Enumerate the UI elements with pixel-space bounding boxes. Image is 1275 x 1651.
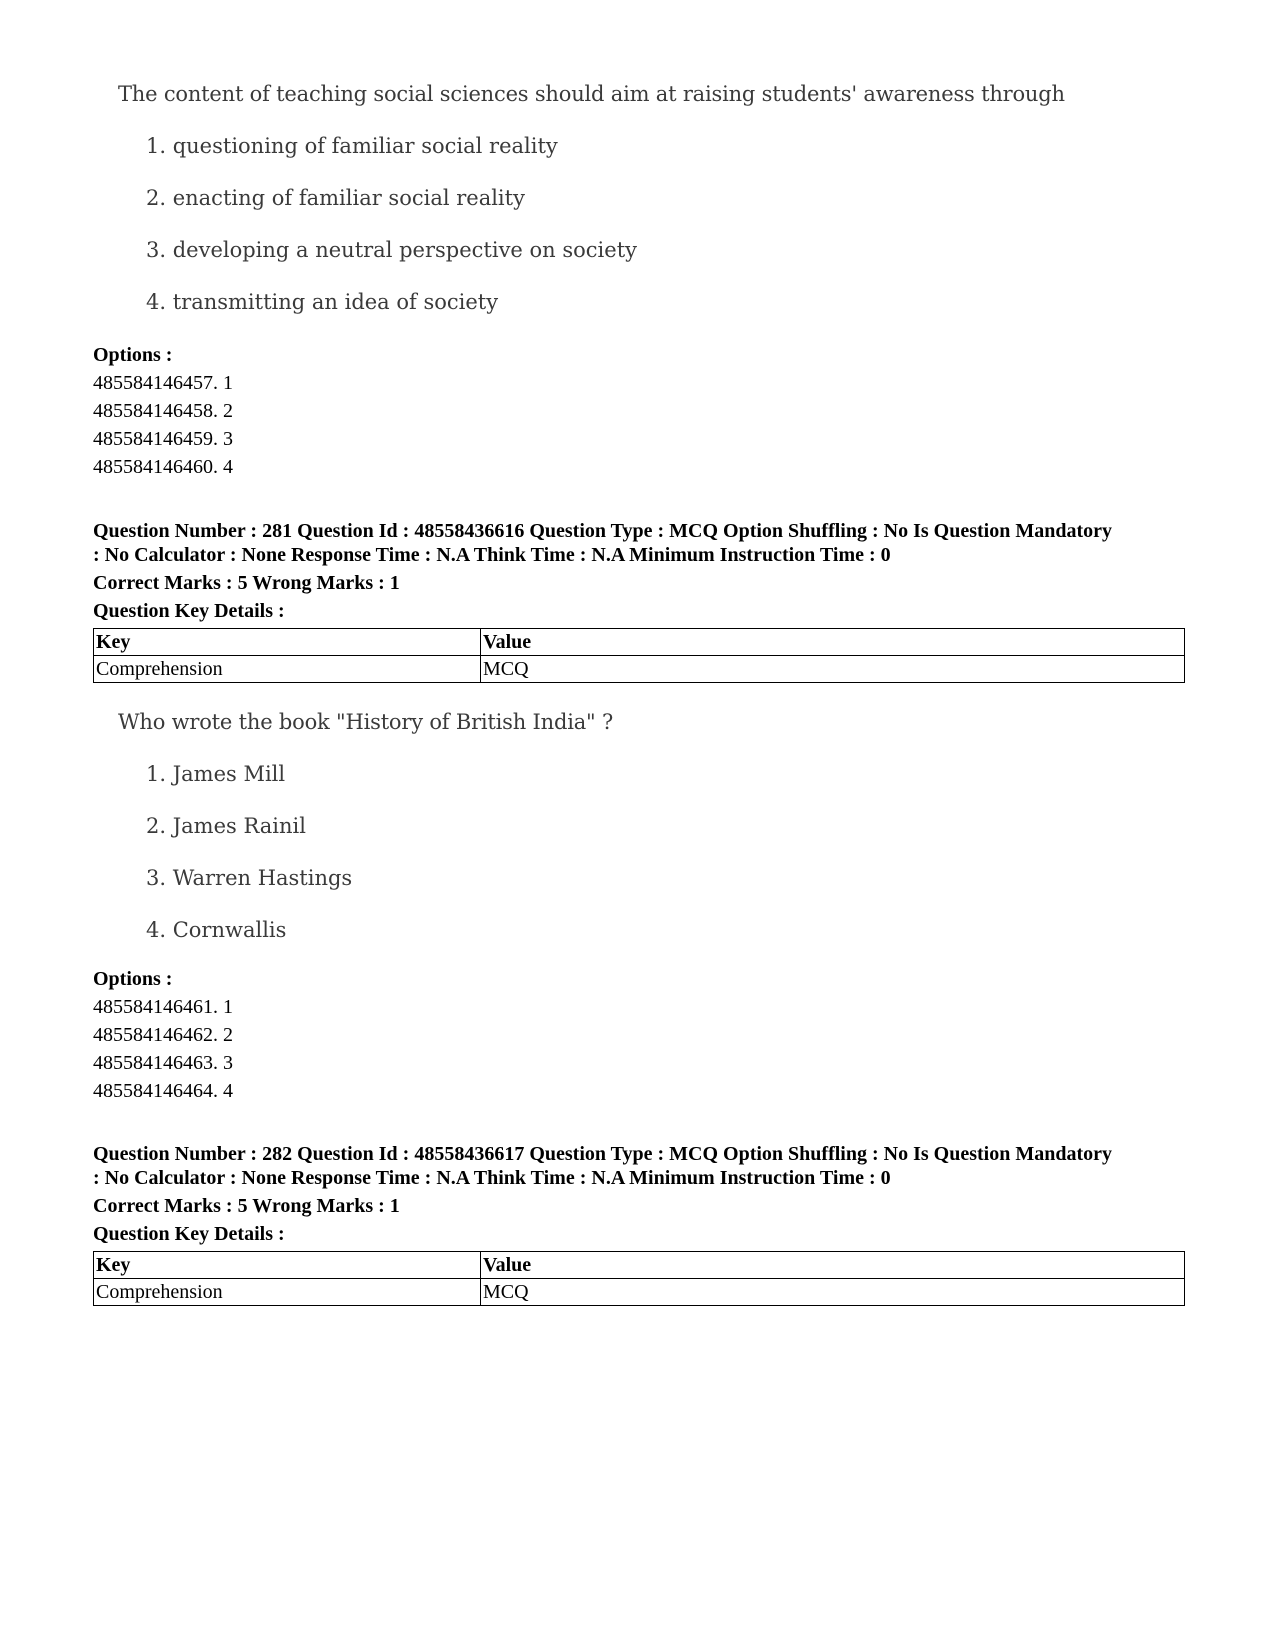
table-header-key: Key <box>94 629 481 656</box>
key-details-label: Question Key Details : <box>93 600 285 622</box>
question-header: : No Calculator : None Response Time : N.A Think Time : N.A Minimum Instruction Time : 0 <box>93 544 891 566</box>
table-header-value: Value <box>481 629 1185 656</box>
option-item: 485584146462. 2 <box>93 1024 233 1046</box>
option-item: 485584146463. 3 <box>93 1052 233 1074</box>
table-cell-key: Comprehension <box>94 656 481 683</box>
key-details-table <box>93 628 1185 683</box>
question-header: Question Number : 282 Question Id : 48558436617 Question Type : MCQ Option Shuffling : No Is Question Mandatory <box>93 1143 1112 1165</box>
option-item: 485584146461. 1 <box>93 996 233 1018</box>
question-choice: 2. enacting of familiar social reality <box>146 186 525 210</box>
key-details-label: Question Key Details : <box>93 1223 285 1245</box>
table-row <box>94 1279 1185 1306</box>
table-row <box>94 656 1185 683</box>
table-cell-value: MCQ <box>481 656 1185 683</box>
table-header-key: Key <box>94 1252 481 1279</box>
question-choice: 4. transmitting an idea of society <box>146 290 499 314</box>
question-image <box>112 708 992 958</box>
question-stem: The content of teaching social sciences should aim at raising students' awareness through <box>118 82 1065 106</box>
options-label: Options : <box>93 968 173 990</box>
question-marks: Correct Marks : 5 Wrong Marks : 1 <box>93 1195 400 1217</box>
question-header: Question Number : 281 Question Id : 48558436616 Question Type : MCQ Option Shuffling : No Is Question Mandatory <box>93 520 1112 542</box>
question-stem: Who wrote the book "History of British India" ? <box>118 710 614 734</box>
question-choice: 1. questioning of familiar social reality <box>146 134 558 158</box>
option-item: 485584146460. 4 <box>93 456 233 478</box>
table-header-value: Value <box>481 1252 1185 1279</box>
table-header-row <box>94 1252 1185 1279</box>
question-image <box>112 80 1065 330</box>
question-choice: 4. Cornwallis <box>146 918 287 942</box>
question-marks: Correct Marks : 5 Wrong Marks : 1 <box>93 572 400 594</box>
option-item: 485584146458. 2 <box>93 400 233 422</box>
question-choice: 3. developing a neutral perspective on society <box>146 238 638 262</box>
question-header: : No Calculator : None Response Time : N.A Think Time : N.A Minimum Instruction Time : 0 <box>93 1167 891 1189</box>
option-item: 485584146459. 3 <box>93 428 233 450</box>
question-choice: 1. James Mill <box>146 762 286 786</box>
question-choice: 2. James Rainil <box>146 814 306 838</box>
option-item: 485584146457. 1 <box>93 372 233 394</box>
question-choice: 3. Warren Hastings <box>146 866 353 890</box>
option-item: 485584146464. 4 <box>93 1080 233 1102</box>
options-label: Options : <box>93 344 173 366</box>
table-cell-value: MCQ <box>481 1279 1185 1306</box>
table-header-row <box>94 629 1185 656</box>
table-cell-key: Comprehension <box>94 1279 481 1306</box>
key-details-table <box>93 1251 1185 1306</box>
